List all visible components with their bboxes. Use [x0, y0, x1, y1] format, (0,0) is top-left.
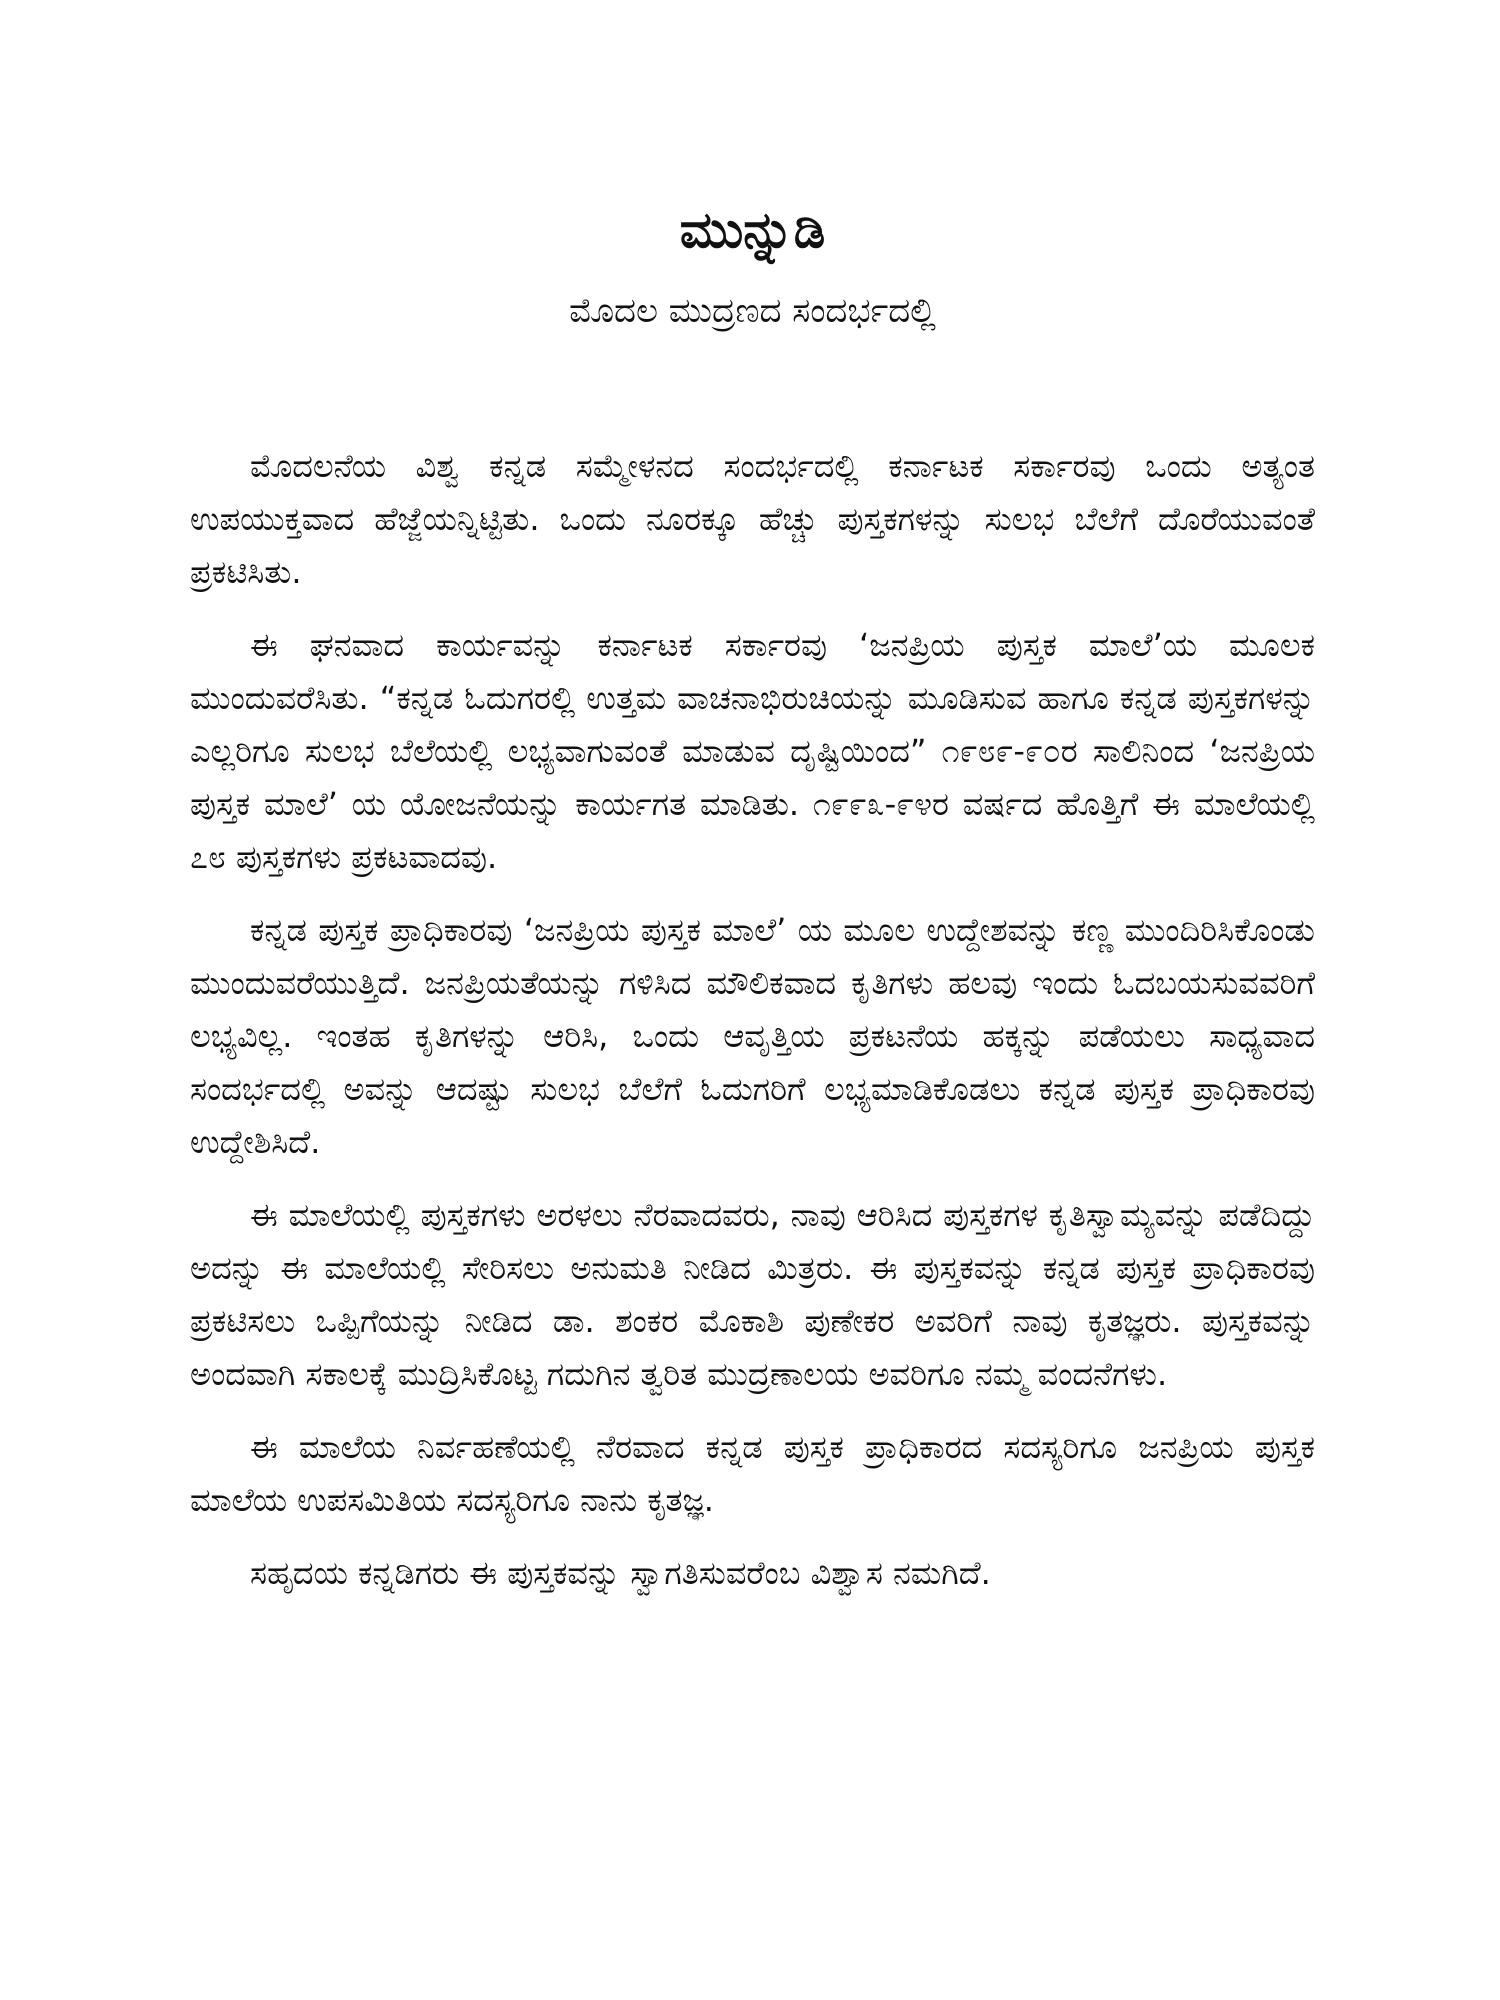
page-title: ಮುನ್ನುಡಿ	[679, 201, 826, 259]
document-body	[190, 440, 1315, 1600]
document-page	[190, 195, 1315, 1620]
paragraph-4: ಈ ಮಾಲೆಯಲ್ಲಿ ಪುಸ್ತಕಗಳು ಅರಳಲು ನೆರವಾದವರು, ನಾವು ಆರಿಸಿದ ಪುಸ್ತಕಗಳ ಕೃತಿಸ್ವಾಮ್ಯವನ್ನು ಪಡೆದಿದ್ದು ಅದನ್ನು ಈ ಮಾಲೆಯಲ್ಲಿ ಸೇರಿಸಲು ಅನುಮತಿ ನೀಡಿದ ಮಿತ್ರರು. ಈ ಪುಸ್ತಕವನ್ನು ಕನ್ನಡ ಪುಸ್ತಕ ಪ್ರಾಧಿಕಾರವು ಪ್ರಕಟಿಸಲು ಒಪ್ಪಿಗೆಯನ್ನು ನೀಡಿದ ಡಾ. ಶಂಕರ ಮೊಕಾಶಿ ಪುಣೇಕರ ಅವರಿಗೆ ನಾವು ಕೃತಜ್ಞರು. ಪುಸ್ತಕವನ್ನು ಅಂದವಾಗಿ ಸಕಾಲಕ್ಕೆ ಮುದ್ರಿಸಿಕೊಟ್ಟ ಗದುಗಿನ ತ್ವರಿತ ಮುದ್ರಣಾಲಯ ಅವರಿಗೂ ನಮ್ಮ ವಂದನೆಗಳು.	[190, 1196, 1315, 1393]
page-subtitle: ಮೊದಲ ಮುದ್ರಣದ ಸಂದರ್ಭದಲ್ಲಿ	[569, 291, 936, 331]
paragraph-2: ಈ ಘನವಾದ ಕಾರ್ಯವನ್ನು ಕರ್ನಾಟಕ ಸರ್ಕಾರವು ‘ಜನಪ್ರಿಯ ಪುಸ್ತಕ ಮಾಲೆ’ಯ ಮೂಲಕ ಮುಂದುವರೆಸಿತು. “ಕನ್ನಡ ಓದುಗರಲ್ಲಿ ಉತ್ತಮ ವಾಚನಾಭಿರುಚಿಯನ್ನು ಮೂಡಿಸುವ ಹಾಗೂ ಕನ್ನಡ ಪುಸ್ತಕಗಳನ್ನು ಎಲ್ಲರಿಗೂ ಸುಲಭ ಬೆಲೆಯಲ್ಲಿ ಲಭ್ಯವಾಗುವಂತೆ ಮಾಡುವ ದೃಷ್ಟಿಯಿಂದ” ೧೯೮೯-೯೦ರ ಸಾಲಿನಿಂದ ‘ಜನಪ್ರಿಯ ಪುಸ್ತಕ ಮಾಲೆ’ ಯ ಯೋಜನೆಯನ್ನು ಕಾರ್ಯಗತ ಮಾಡಿತು. ೧೯೯೩-೯೪ರ ವರ್ಷದ ಹೊತ್ತಿಗೆ ಈ ಮಾಲೆಯಲ್ಲಿ ೭೮ ಪುಸ್ತಕಗಳು ಪ್ರಕಟವಾದವು.	[190, 626, 1315, 876]
paragraph-5: ಈ ಮಾಲೆಯ ನಿರ್ವಹಣೆಯಲ್ಲಿ ನೆರವಾದ ಕನ್ನಡ ಪುಸ್ತಕ ಪ್ರಾಧಿಕಾರದ ಸದಸ್ಯರಿಗೂ ಜನಪ್ರಿಯ ಪುಸ್ತಕ ಮಾಲೆಯ ಉಪಸಮಿತಿಯ ಸದಸ್ಯರಿಗೂ ನಾನು ಕೃತಜ್ಞ.	[190, 1428, 1315, 1519]
paragraph-1: ಮೊದಲನೆಯ ವಿಶ್ವ ಕನ್ನಡ ಸಮ್ಮೇಳನದ ಸಂದರ್ಭದಲ್ಲಿ ಕರ್ನಾಟಕ ಸರ್ಕಾರವು ಒಂದು ಅತ್ಯಂತ ಉಪಯುಕ್ತವಾದ ಹೆಜ್ಜೆಯನ್ನಿಟ್ಟಿತು. ಒಂದು ನೂರಕ್ಕೂ ಹೆಚ್ಚು ಪುಸ್ತಕಗಳನ್ನು ಸುಲಭ ಬೆಲೆಗೆ ದೊರೆಯುವಂತೆ ಪ್ರಕಟಿಸಿತು.	[190, 447, 1315, 591]
paragraph-3: ಕನ್ನಡ ಪುಸ್ತಕ ಪ್ರಾಧಿಕಾರವು ‘ಜನಪ್ರಿಯ ಪುಸ್ತಕ ಮಾಲೆ’ ಯ ಮೂಲ ಉದ್ದೇಶವನ್ನು ಕಣ್ಣ ಮುಂದಿರಿಸಿಕೊಂಡು ಮುಂದುವರೆಯುತ್ತಿದೆ. ಜನಪ್ರಿಯತೆಯನ್ನು ಗಳಿಸಿದ ಮೌಲಿಕವಾದ ಕೃತಿಗಳು ಹಲವು ಇಂದು ಓದಬಯಸುವವರಿಗೆ ಲಭ್ಯವಿಲ್ಲ. ಇಂತಹ ಕೃತಿಗಳನ್ನು ಆರಿಸಿ, ಒಂದು ಆವೃತ್ತಿಯ ಪ್ರಕಟನೆಯ ಹಕ್ಕನ್ನು ಪಡೆಯಲು ಸಾಧ್ಯವಾದ ಸಂದರ್ಭದಲ್ಲಿ ಅವನ್ನು ಆದಷ್ಟು ಸುಲಭ ಬೆಲೆಗೆ ಓದುಗರಿಗೆ ಲಭ್ಯಮಾಡಿಕೊಡಲು ಕನ್ನಡ ಪುಸ್ತಕ ಪ್ರಾಧಿಕಾರವು ಉದ್ದೇಶಿಸಿದೆ.	[190, 911, 1315, 1161]
paragraph-6: ಸಹೃದಯ ಕನ್ನಡಿಗರು ಈ ಪುಸ್ತಕವನ್ನು ಸ್ವಾಗತಿಸುವರೆಂಬ ವಿಶ್ವಾಸ ನಮಗಿದೆ.	[250, 1554, 991, 1592]
